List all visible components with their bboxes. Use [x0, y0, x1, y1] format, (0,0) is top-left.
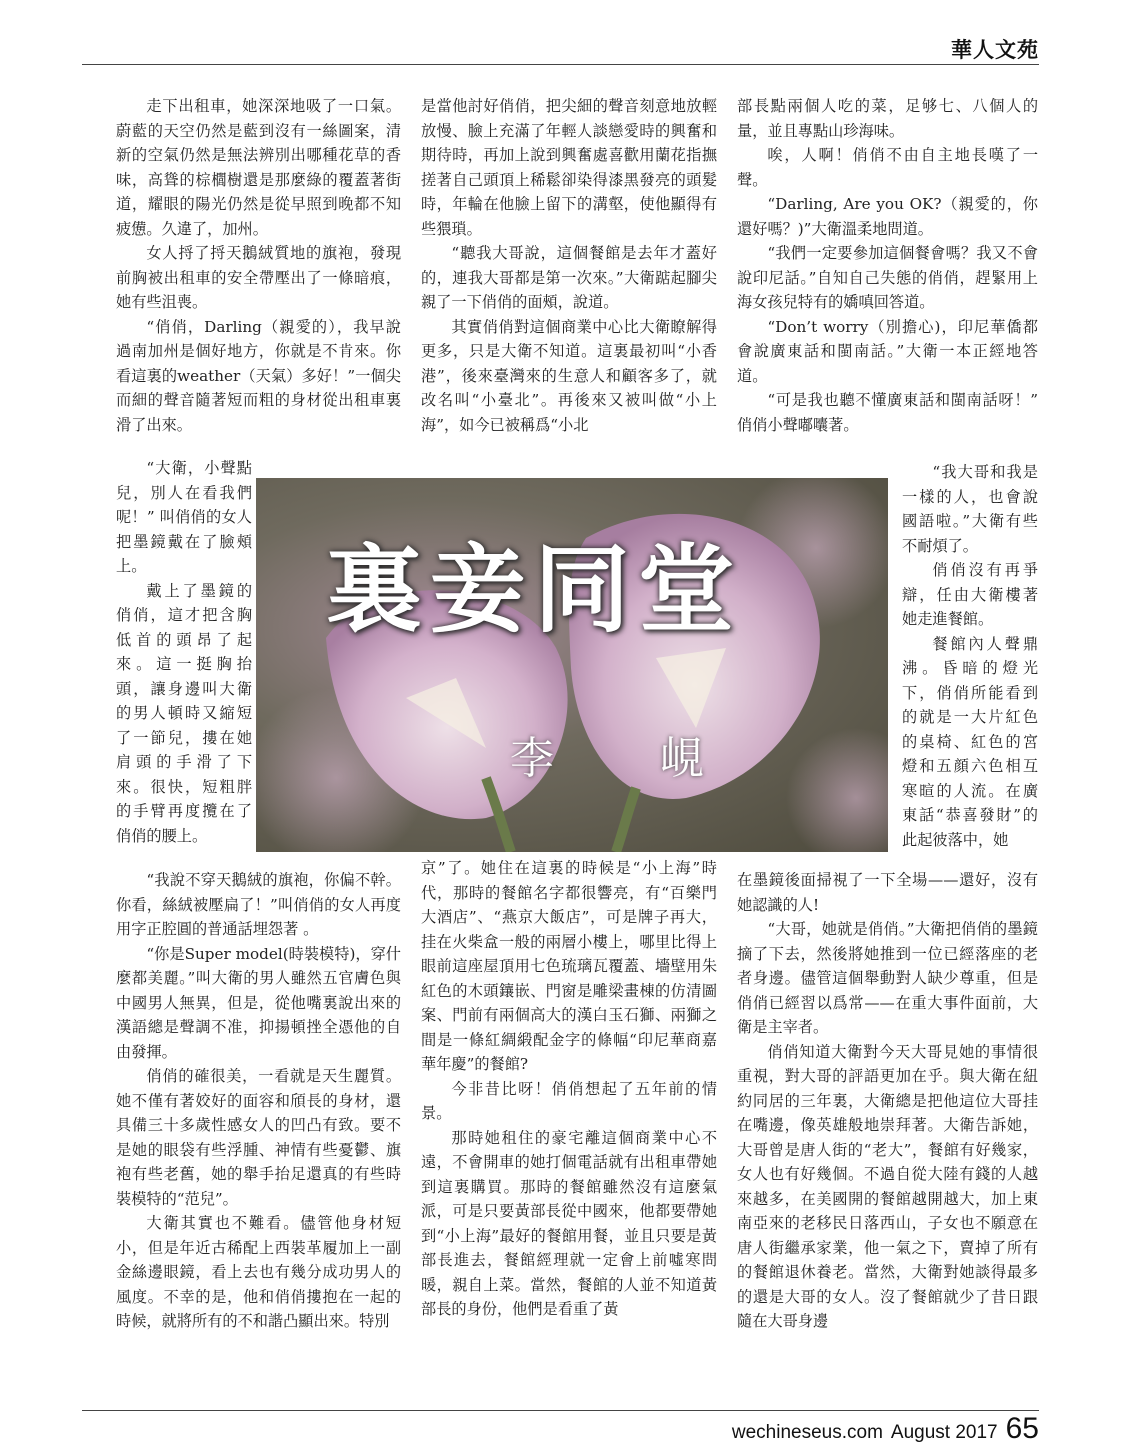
paragraph: “你是Super model(時裝模特)，穿什麼都美麗。”叫大衛的男人雖然五官膚色與中國男人無異，但是，從他嘴裏說出來的漢語總是聲調不准，抑揚頓挫全憑他的自由發揮。 — [116, 944, 401, 1061]
footer-site: wechineseus.com — [731, 1422, 883, 1443]
column-3-bottom — [737, 868, 1038, 1388]
footer — [732, 1412, 1039, 1446]
column-1-beside-image — [116, 456, 252, 864]
paragraph: 今非昔比呀！俏俏想起了五年前的情景。 — [421, 1079, 717, 1122]
paragraph: “聽我大哥說，這個餐館是去年才蓋好的，連我大哥都是第一次來。”大衛踮起腳尖親了一下俏俏的面頰，說道。 — [421, 244, 717, 311]
paragraph: “大哥，她就是俏俏。”大衛把俏俏的墨鏡摘了下去，然後將她推到一位已經落座的老者身邊。儘管這個舉動對人缺少尊重，但是俏俏已經習以爲常——在重大事件面前，大衛是主宰者。 — [737, 920, 1038, 1036]
paragraph: 是當他討好俏俏，把尖細的聲音刻意地放輕放慢、臉上充滿了年輕人談戀愛時的興奮和期待時，再加上說到興奮處喜歡用蘭花指撫搓著自己頭頂上稀鬆卻染得漆黑發亮的頭髮時，年輪在他臉上留下的溝壑，使他顯得有些猥瑣。 — [421, 97, 717, 238]
paragraph: 那時她租住的豪宅離這個商業中心不遠，不會開車的她打個電話就有出租車帶她到這裏購買。那時的餐館雖然沒有這麼氣派，可是只要黃部長從中國來，他都要帶她到“小上海”最好的餐館用餐，並且只要是黃部長進去，餐館經理就一定會上前噓寒問暖，親自上菜。當然，餐館的人並不知道黃部長的身份，他們是看重了黃 — [421, 1128, 717, 1318]
paragraph: “Don’t worry（別擔心)，印尼華僑都會說廣東話和閩南話。”大衛一本正經地答道。 — [737, 317, 1038, 385]
header-rule — [82, 64, 1039, 65]
paragraph: 俏俏的確很美，一看就是天生麗質。她不僅有著姣好的面容和頎長的身材，還具備三十多歲性感女人的凹凸有致。要不是她的眼袋有些浮腫、神情有些憂鬱、旗袍有些老舊，她的舉手抬足還真的有些時裝模特的“范兒”。 — [116, 1067, 401, 1208]
paragraph: 俏俏沒有再爭辯，任由大衛樓著她走進餐館。 — [902, 561, 1038, 628]
footer-month: August 2017 — [890, 1422, 998, 1443]
column-1-bottom — [116, 868, 401, 1388]
paragraph: “可是我也聽不懂廣東話和閩南話呀！” 俏俏小聲嘟囔著。 — [737, 391, 1038, 434]
paragraph: 部長點兩個人吃的菜，足够七、八個人的量，並且專點山珍海味。 — [737, 97, 1038, 140]
header-title: 華人文苑 — [951, 37, 1039, 62]
column-3-top — [737, 94, 1038, 459]
page-number: 65 — [1005, 1412, 1039, 1445]
hero-image — [256, 478, 888, 852]
paragraph: “我說不穿天鵝絨的旗袍，你偏不幹。你看，絲絨被壓扁了！”叫俏俏的女人再度用字正腔圓的普通話埋怨著 。 — [116, 871, 401, 938]
paragraph: 戴上了墨鏡的俏俏，這才把含胸低首的頭昂了起來。這一挺胸抬頭，讓身邊叫大衛的男人頓時又縮短了一節兒，摟在她肩頭的手滑了下來。很快，短粗胖的手臂再度攬在了俏俏的腰上。 — [116, 581, 252, 845]
paragraph: “俏俏，Darling（親愛的），我早說過南加州是個好地方，你就是不肯來。你看這裏的weather（天氣）多好！”一個尖而細的聲音隨著短而粗的身材從出租車裏滑了出來。 — [116, 317, 401, 434]
column-1-top — [116, 94, 401, 454]
paragraph: 餐館內人聲鼎沸。昏暗的燈光下，俏俏所能看到的就是一大片紅色的桌椅、紅色的宮燈和五顔六色相互寒暄的人流。在廣東話“恭喜發財”的此起彼落中，她 — [902, 634, 1038, 849]
footer-rule — [82, 1410, 1039, 1411]
paragraph: 走下出租車，她深深地吸了一口氣。蔚藍的天空仍然是藍到沒有一絲圖案，清新的空氣仍然是無法辨別出哪種花草的香味，高聳的棕櫚樹還是那麼綠的覆蓋著街道，耀眼的陽光仍然是從早照到晚都不知疲憊。久違了，加州。 — [116, 97, 401, 238]
story-title: 裏妾同堂 — [326, 533, 742, 646]
paragraph: “Darling, Are you OK?（親愛的，你還好嗎？)”大衛溫柔地問道。 — [737, 195, 1038, 238]
paragraph: 唉，人啊！俏俏不由自主地長嘆了一聲。 — [737, 146, 1038, 189]
paragraph: 俏俏知道大衛對今天大哥見她的事情很重視，對大哥的評語更加在乎。與大衛在紐約同居的三年裏，大衛總是把他這位大哥挂在嘴邊，像英雄般地崇拜著。大衛告訴她，大哥曾是唐人街的“老大”，餐館有好幾家，女人也有好幾個。不過自從大陸有錢的人越來越多，在美國開的餐館越開越大，加上東南亞來的老移民日落西山，子女也不願意在唐人街繼承家業，他一氣之下，賣掉了所有的餐館退休養老。當然，大衛對她談得最多的還是大哥的女人。沒了餐館就少了昔日跟隨在大哥身邊 — [737, 1042, 1038, 1330]
paragraph: 其實俏俏對這個商業中心比大衛瞭解得更多，只是大衛不知道。這裏最初叫“小香港”，後來臺灣來的生意人和顧客多了，就改名叫“小臺北”。再後來又被叫做“小上海”，如今已被稱爲“小北 — [421, 317, 717, 434]
column-2-top — [421, 94, 717, 469]
story-author: 李 峴 — [510, 733, 750, 784]
paragraph: “大衛，小聲點兒，別人在看我們呢！” 叫俏俏的女人把墨鏡戴在了臉頰上。 — [116, 459, 252, 575]
paragraph: 大衛其實也不難看。儘管他身材短小，但是年近古稀配上西裝革履加上一副金絲邊眼鏡，看上去也有幾分成功男人的風度。不幸的是，他和俏俏摟抱在一起的時候，就將所有的不和諧凸顯出來。特別 — [116, 1214, 401, 1330]
paragraph: “我大哥和我是一樣的人，也會說國語啦。”大衛有些不耐煩了。 — [902, 463, 1038, 555]
paragraph: 京”了。她住在這裏的時候是“小上海”時代，那時的餐館名字都很響亮，有“百樂門大酒店”、“燕京大飯店”，可是牌子再大，挂在火柴盒一般的兩層小樓上，哪里比得上眼前這座屋頂用七色琉璃瓦覆蓋、墻壁用朱紅色的木頭鑲嵌、門窗是雕梁畫棟的仿清圖案、門前有兩個高大的漢白玉石獅、兩獅之間是一條紅綢緞配金字的條幅“印尼華商嘉華年慶”的餐館? — [421, 859, 717, 1073]
column-3-beside-image — [902, 460, 1038, 868]
paragraph: 在墨鏡後面掃視了一下全場——還好，沒有她認識的人! — [737, 871, 1038, 914]
column-2-bottom — [421, 856, 717, 1388]
paragraph: “我們一定要參加這個餐會嗎？我又不會說印尼話。”自知自己失態的俏俏，趕緊用上海女孩兒特有的嬌嗔回答道。 — [737, 244, 1038, 311]
paragraph: 女人捋了捋天鵝絨質地的旗袍，發現前胸被出租車的安全帶壓出了一條暗痕，她有些沮喪。 — [116, 244, 401, 311]
